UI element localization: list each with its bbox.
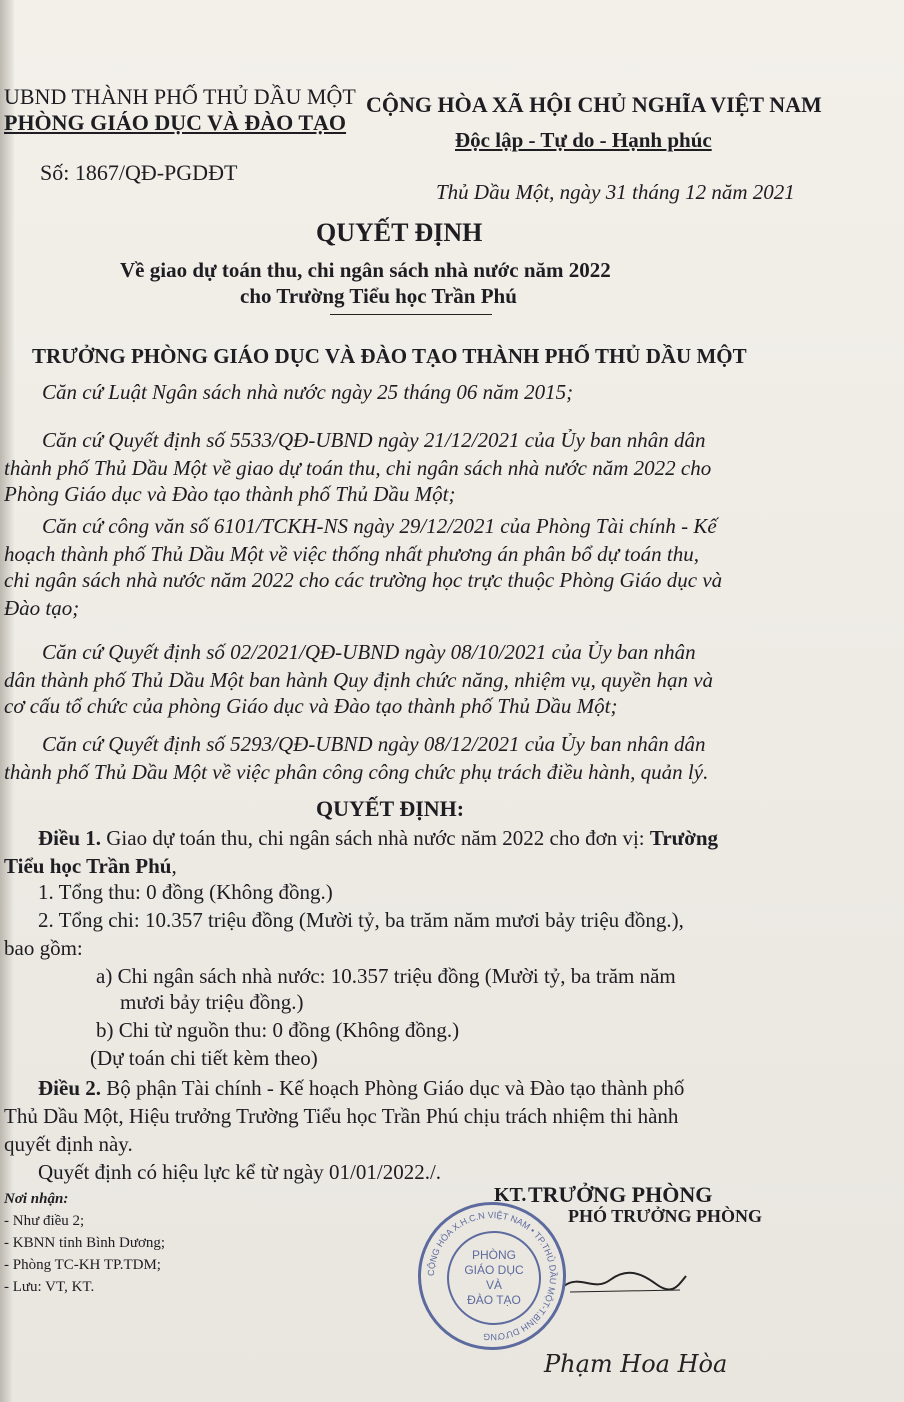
basis-4-line2: dân thành phố Thủ Dầu Một ban hành Quy định chức năng, nhiệm vụ, quyền hạn và — [4, 668, 714, 692]
article-2-line3: quyết định này. — [4, 1132, 133, 1156]
basis-5-line1: Căn cứ Quyết định số 5293/QĐ-UBND ngày 08/12/2021 của Ủy ban nhân dân — [42, 732, 706, 756]
effective-date: Quyết định có hiệu lực kể từ ngày 01/01/2022./. — [38, 1160, 442, 1184]
basis-3-line3: chi ngân sách nhà nước năm 2022 cho các trường học trực thuộc Phòng Giáo dục và — [4, 568, 723, 592]
article-1-sub-b: b) Chi từ nguồn thu: 0 đồng (Không đồng.) — [96, 1018, 460, 1042]
article-1-attachment-note: (Dự toán chi tiết kèm theo) — [90, 1046, 318, 1070]
basis-3-line2: hoạch thành phố Thủ Dầu Một về việc thống nhất phương án phân bổ dự toán thu, — [4, 542, 699, 566]
article-1-line1 — [38, 828, 718, 849]
seal-ring-text-path: CỘNG HÒA X.H.C.N VIỆT NAM • TP.THỦ DẦU MỘT-T.BÌNH DƯƠNG — [425, 1209, 559, 1343]
recipients — [4, 1188, 165, 1298]
signature-deputy-title: PHÓ TRƯỞNG PHÒNG — [568, 1206, 763, 1226]
handwritten-signature — [560, 1262, 690, 1302]
document-subtitle-line1: Về giao dự toán thu, chi ngân sách nhà nước năm 2022 — [120, 258, 611, 282]
signature-title: TRƯỞNG PHÒNG — [528, 1182, 713, 1207]
document-number: Số: 1867/QĐ-PGDĐT — [40, 160, 238, 185]
recipient-item: - Lưu: VT, KT. — [4, 1279, 95, 1295]
basis-5-line2: thành phố Thủ Dầu Một về việc phân công công chức phụ trách điều hành, quản lý. — [4, 760, 709, 784]
basis-1-line1: Căn cứ Luật Ngân sách nhà nước ngày 25 tháng 06 năm 2015; — [42, 380, 574, 404]
issuing-authority — [4, 84, 356, 136]
country-name: CỘNG HÒA XÃ HỘI CHỦ NGHĨA VIỆT NAM — [366, 92, 822, 117]
recipients-heading: Nơi nhận: — [4, 1191, 69, 1207]
seal-center-line: VÀ — [485, 1278, 502, 1292]
issuing-authority-title: TRƯỞNG PHÒNG GIÁO DỤC VÀ ĐÀO TẠO THÀNH PHỐ THỦ DẦU MỘT — [32, 344, 747, 368]
article-1-sub-a: a) Chi ngân sách nhà nước: 10.357 triệu đồng (Mười tỷ, ba trăm năm — [96, 964, 676, 988]
title-divider — [330, 314, 492, 315]
seal-center-line: PHÒNG — [471, 1248, 516, 1262]
basis-4-line3: cơ cấu tổ chức của phòng Giáo dục và Đào tạo thành phố Thủ Dầu Một; — [4, 694, 618, 718]
article-1-unit-b: Tiểu học Trần Phú — [4, 854, 172, 878]
article-1-item-1: 1. Tổng thu: 0 đồng (Không đồng.) — [38, 880, 333, 904]
national-motto: Độc lập - Tự do - Hạnh phúc — [455, 128, 712, 152]
article-1-line2 — [4, 856, 177, 877]
official-seal — [418, 1202, 566, 1350]
basis-3-line1: Căn cứ công văn số 6101/TCKH-NS ngày 29/12/2021 của Phòng Tài chính - Kế — [42, 514, 717, 538]
basis-2-line1: Căn cứ Quyết định số 5533/QĐ-UBND ngày 21/12/2021 của Ủy ban nhân dân — [42, 428, 706, 452]
seal-center — [447, 1231, 541, 1325]
basis-4-line1: Căn cứ Quyết định số 02/2021/QĐ-UBND ngày 08/10/2021 của Ủy ban nhân — [42, 640, 696, 664]
document-subtitle-line2: cho Trường Tiểu học Trần Phú — [240, 284, 517, 308]
basis-2-line2: thành phố Thủ Dầu Một về giao dự toán thu, chi ngân sách nhà nước năm 2022 cho — [4, 456, 712, 480]
article-1-unit-a: Trường — [649, 826, 719, 850]
article-2-text: Bộ phận Tài chính - Kế hoạch Phòng Giáo dục và Đào tạo thành phố — [101, 1076, 685, 1100]
seal-center-line: ĐÀO TẠO — [467, 1293, 521, 1307]
basis-3-line4: Đào tạo; — [4, 596, 80, 620]
article-1-label: Điều 1. — [38, 826, 101, 850]
issuing-authority-line2: PHÒNG GIÁO DỤC VÀ ĐÀO TẠO — [4, 110, 347, 135]
decision-heading: QUYẾT ĐỊNH: — [316, 796, 465, 821]
article-2-line1 — [38, 1078, 684, 1099]
document-title: QUYẾT ĐỊNH — [316, 218, 483, 247]
article-1-sub-a-cont: mươi bảy triệu đồng.) — [120, 990, 304, 1014]
article-1-unit-tail: , — [171, 854, 177, 878]
article-1-item-2-cont: bao gồm: — [4, 936, 83, 960]
place-and-date: Thủ Dầu Một, ngày 31 tháng 12 năm 2021 — [436, 180, 795, 204]
article-2-line2: Thủ Dầu Một, Hiệu trưởng Trường Tiểu học Trần Phú chịu trách nhiệm thi hành — [4, 1104, 679, 1128]
recipient-item: - Phòng TC-KH TP.TDM; — [4, 1257, 161, 1273]
issuing-authority-line1: UBND THÀNH PHỐ THỦ DẦU MỘT — [4, 84, 356, 109]
article-2-label: Điều 2. — [38, 1076, 101, 1100]
recipient-item: - Như điều 2; — [4, 1213, 85, 1229]
article-1-item-2: 2. Tổng chi: 10.357 triệu đồng (Mười tỷ, ba trăm năm mươi bảy triệu đồng.), — [38, 908, 684, 932]
signer-name: Phạm Hoa Hòa — [544, 1350, 728, 1378]
article-1-text: Giao dự toán thu, chi ngân sách nhà nước năm 2022 cho đơn vị: — [101, 826, 650, 850]
signature-kt: KT. — [494, 1184, 527, 1206]
basis-2-line3: Phòng Giáo dục và Đào tạo thành phố Thủ Dầu Một; — [4, 482, 456, 506]
seal-center-line: GIÁO DỤC — [464, 1263, 524, 1277]
recipient-item: - KBNN tỉnh Bình Dương; — [4, 1235, 166, 1251]
